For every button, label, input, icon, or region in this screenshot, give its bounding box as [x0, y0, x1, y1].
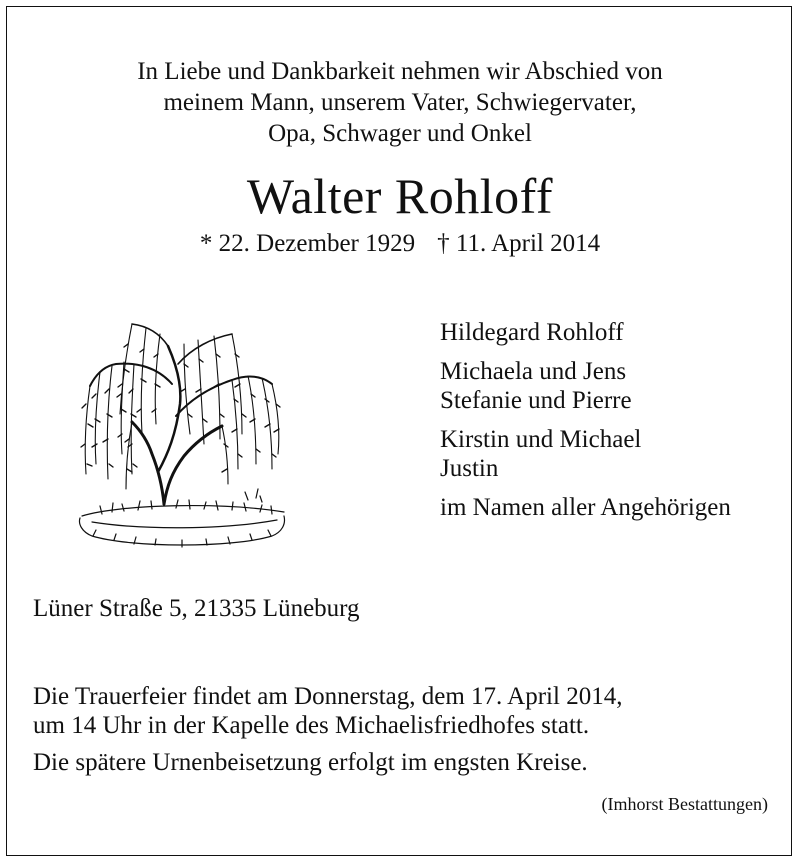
intro-line: meinem Mann, unserem Vater, Schwiegervater, — [163, 89, 637, 116]
mourner-group — [440, 318, 731, 347]
mourner-name: Stefanie und Pierre — [440, 387, 632, 414]
ceremony-line: Die Trauerfeier findet am Donnerstag, dem 17. April 2014, — [33, 683, 623, 710]
mourner-name: Hildegard Rohloff — [440, 319, 624, 346]
life-dates — [0, 229, 800, 259]
undertaker-credit: (Imhorst Bestattungen) — [601, 794, 768, 814]
death-date: † 11. April 2014 — [437, 230, 601, 257]
ceremony-paragraph — [33, 682, 622, 740]
weeping-willow-icon — [72, 304, 294, 562]
intro-line: In Liebe und Dankbarkeit nehmen wir Abschied von — [137, 58, 663, 85]
mourner-list — [440, 318, 731, 532]
mourner-name: Kirstin und Michael — [440, 426, 642, 453]
mourner-group — [440, 425, 731, 483]
intro-text — [0, 56, 800, 149]
burial-line: Die spätere Urnenbeisetzung erfolgt im engsten Kreise. — [33, 749, 588, 776]
mourner-group — [440, 493, 731, 522]
mourner-name: Justin — [440, 455, 499, 482]
deceased-name: Walter Rohloff — [246, 168, 554, 224]
mourner-name: Michaela und Jens — [440, 358, 627, 385]
ceremony-line: um 14 Uhr in der Kapelle des Michaelisfriedhofes statt. — [33, 712, 590, 739]
address: Lüner Straße 5, 21335 Lüneburg — [33, 595, 360, 622]
mourner-group — [440, 357, 731, 415]
birth-date: * 22. Dezember 1929 — [199, 230, 416, 257]
service-info — [33, 682, 622, 777]
intro-line: Opa, Schwager und Onkel — [268, 120, 532, 147]
mourner-name: im Namen aller Angehörigen — [440, 494, 731, 521]
